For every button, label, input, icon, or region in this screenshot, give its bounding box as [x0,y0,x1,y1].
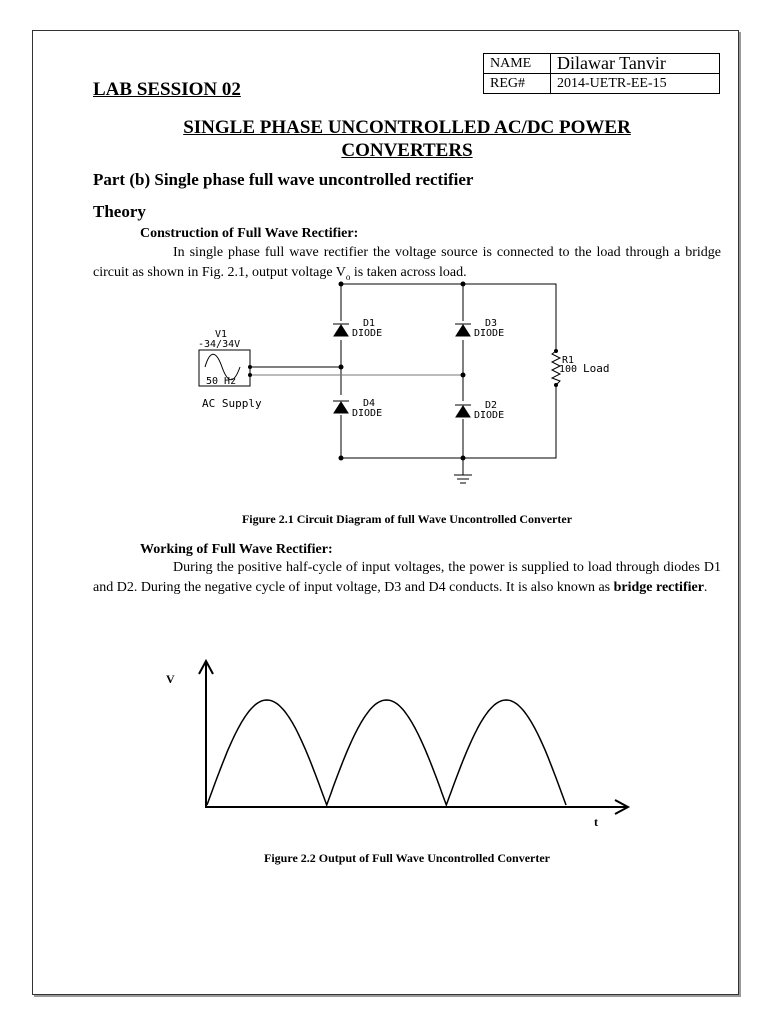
r1-name: R1 [562,355,575,366]
student-id-table [483,53,720,94]
d3-type: DIODE [474,328,505,339]
figure-1-caption: Figure 2.1 Circuit Diagram of full Wave Uncontrolled Converter [241,512,573,526]
reg-value: 2014-UETR-EE-15 [551,74,720,94]
part-heading: Part (b) Single phase full wave uncontrolled rectifier [93,170,474,189]
diode-d2-symbol [456,406,470,417]
working-heading: Working of Full Wave Rectifier: [140,542,333,557]
working-paragraph [93,558,721,598]
name-row [484,54,720,74]
bridge-rectifier-term: bridge rectifier [613,580,704,595]
reg-label: REG# [484,74,551,94]
name-value: Dilawar Tanvir [551,54,720,74]
output-waveform-graph [160,656,640,831]
diode-d1-symbol [334,325,348,336]
theory-heading: Theory [93,202,146,221]
working-text-end: . [703,580,708,595]
title-line-2: CONVERTERS [341,140,473,161]
d1-name: D1 [363,318,376,329]
diode-d3-symbol [456,325,470,336]
d2-name: D2 [485,400,498,411]
rectified-wave [207,700,566,805]
r1-label: Load [583,362,610,375]
construction-heading: Construction of Full Wave Rectifier: [140,226,359,241]
reg-row [484,74,720,94]
document-title [93,116,721,162]
name-label: NAME [484,54,551,74]
d3-name: D3 [485,318,498,329]
d1-type: DIODE [352,328,383,339]
source-caption: AC Supply [202,397,262,410]
working-text: During the positive half-cycle of input voltages, the power is supplied to load through diodes D1 and D2. During the negative cycle of input voltage, D3 and D4 conducts. It is also known as [93,560,721,595]
r1-value: 100 [559,364,578,375]
construction-text: In single phase full wave rectifier the voltage source is connected to the load through a bridge circuit as shown in Fig. 2.1, output voltage V [93,245,721,280]
source-value: -34/34V [198,339,241,350]
source-name: V1 [215,329,228,340]
d2-type: DIODE [474,410,505,421]
lab-session-heading: LAB SESSION 02 [93,79,241,100]
figure-2-caption: Figure 2.2 Output of Full Wave Uncontrolled Converter [264,851,550,865]
d4-name: D4 [363,398,376,409]
vo-subscript: o [345,271,351,282]
d4-type: DIODE [352,408,383,419]
diode-d4-symbol [334,402,348,413]
construction-text-end: is taken across load. [350,265,467,280]
y-axis-label: V [166,672,175,686]
source-frequency: 50 Hz [206,376,237,387]
x-axis-label: t [594,815,598,829]
title-line-1: SINGLE PHASE UNCONTROLLED AC/DC POWER [183,117,631,138]
bridge-rectifier-circuit [190,278,610,493]
